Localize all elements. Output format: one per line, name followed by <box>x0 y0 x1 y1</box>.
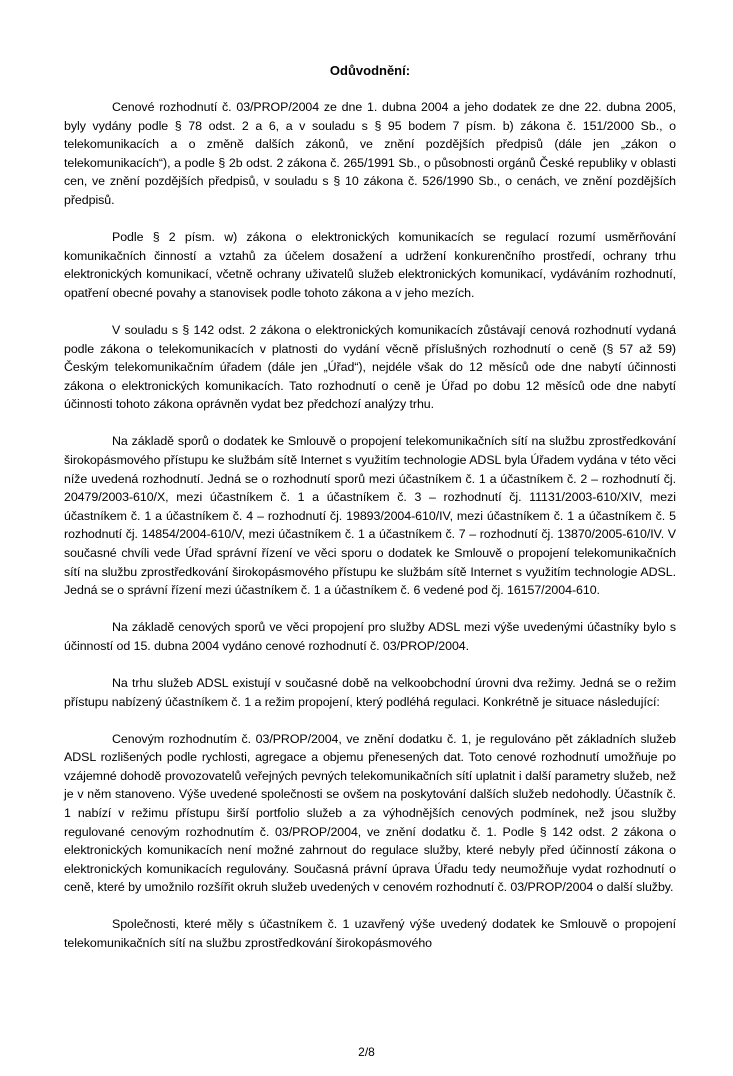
paragraph-regulated-services: Cenovým rozhodnutím č. 03/PROP/2004, ve znění dodatku č. 1, je regulováno pět základních služeb ADSL rozlišených podle rychlosti, agregace a objemu přenesených dat. Toto cenové rozhodnutí umožňuje po vzájemné dohodě provozovatelů veřejných pevných telekomunikačních sítí uplatnit i další parametry služeb, než je v něm stanoveno. Výše uvedené společnosti se ovšem na poskytování dalších služeb nedohodly. Účastník č. 1 nabízí v režimu přístupu širší portfolio služeb a za výhodnějších cenových podmínek, než jsou služby regulované cenovým rozhodnutím č. 03/PROP/2004, ve znění dodatku č. 1. Podle § 142 odst. 2 zákona o elektronických komunikacích není možné zahrnout do regulace služby, které nebyly před účinností zákona o elektronických komunikacích regulovány. Současná právní úprava Úřadu tedy neumožňuje vydat rozhodnutí o ceně, které by umožnilo rozšířit okruh služeb uvedených v cenovém rozhodnutí č. 03/PROP/2004 o další služby. <box>64 731 676 895</box>
section-heading: Odůvodnění: <box>329 63 411 78</box>
page-number: 2/8 <box>358 1045 375 1059</box>
paragraph-companies: Společnosti, které měly s účastníkem č. 1 uzavřený výše uvedený dodatek ke Smlouvě o propojení telekomunikačních sítí na službu zprostředkování širokopásmového <box>64 917 676 951</box>
paragraph-transitional-provision: V souladu s § 142 odst. 2 zákona o elektronických komunikacích zůstávají cenová rozhodnutí vydaná podle zákona o telekomunikacích v platnosti do vydání věcně příslušných rozhodnutí o ceně (§ 57 až 59) Českým telekomunikačním úřadem (dále jen „Úřad“), nejdéle však do 12 měsíců ode dne nabytí účinnosti zákona o elektronických komunikacích. Tato rozhodnutí o ceně je Úřad po dobu 12 měsíců ode dne nabytí účinnosti tohoto zákona oprávněn vydat bez předchozí analýzy trhu. <box>64 322 676 412</box>
paragraph-dispute-decisions: Na základě sporů o dodatek ke Smlouvě o propojení telekomunikačních sítí na službu zprostředkování širokopásmového přístupu ke službám sítě Internet s využitím technologie ADSL byla Úřadem vydána v této věci níže uvedená rozhodnutí. Jedná se o rozhodnutí sporů mezi účastníkem č. 1 a účastníkem č. 2 – rozhodnutí čj. 20479/2003-610/X, mezi účastníkem č. 1 a účastníkem č. 3 – rozhodnutí čj. 11131/2003-610/XIV, mezi účastníkem č. 1 a účastníkem č. 4 – rozhodnutí čj. 19893/2004-610/IV, mezi účastníkem č. 1 a účastníkem č. 5 rozhodnutí čj. 14854/2004-610/V, mezi účastníkem č. 1 a účastníkem č. 7 – rozhodnutí čj. 13870/2005-610/IV. V současné chvíli vede Úřad správní řízení ve věci sporu o dodatek ke Smlouvě o propojení telekomunikačních sítí na službu zprostředkování širokopásmového přístupu ke službám sítě Internet s využitím technologie ADSL. Jedná se o správní řízení mezi účastníkem č. 1 a účastníkem č. 6 vedené pod čj. 16157/2004-610. <box>64 434 676 598</box>
document-body <box>64 62 676 971</box>
paragraph-legal-basis: Cenové rozhodnutí č. 03/PROP/2004 ze dne 1. dubna 2004 a jeho dodatek ze dne 22. dubna 2005, byly vydány podle § 78 odst. 2 a 6, a v souladu s § 95 bodem 7 písm. b) zákona č. 151/2000 Sb., o telekomunikacích a o změně dalších zákonů, ve znění pozdějších předpisů (dále jen „zákon o telekomunikacích“), a podle § 2b odst. 2 zákona č. 265/1991 Sb., o působnosti orgánů České republiky v oblasti cen, ve znění pozdějších předpisů, v souladu s § 10 zákona č. 526/1990 Sb., o cenách, ve znění pozdějších předpisů. <box>64 100 676 207</box>
paragraph-price-decision: Na základě cenových sporů ve věci propojení pro služby ADSL mezi výše uvedenými účastníky bylo s účinností od 15. dubna 2004 vydáno cenové rozhodnutí č. 03/PROP/2004. <box>64 620 676 653</box>
paragraph-adsl-regimes: Na trhu služeb ADSL existují v současné době na velkoobchodní úrovni dva režimy. Jedná se o režim přístupu nabízený účastníkem č. 1 a režim propojení, který podléhá regulaci. Konkrétně je situace následující: <box>64 675 676 709</box>
paragraph-regulation-definition: Podle § 2 písm. w) zákona o elektronických komunikacích se regulací rozumí usměrňování komunikačních činností a vztahů za účelem dosažení a udržení konkurenčního prostředí, ochrany trhu elektronických komunikací, včetně ochrany uživatelů služeb elektronických komunikací, vydáváním rozhodnutí, opatření obecné povahy a stanovisek podle tohoto zákona a v jeho mezích. <box>64 230 676 300</box>
